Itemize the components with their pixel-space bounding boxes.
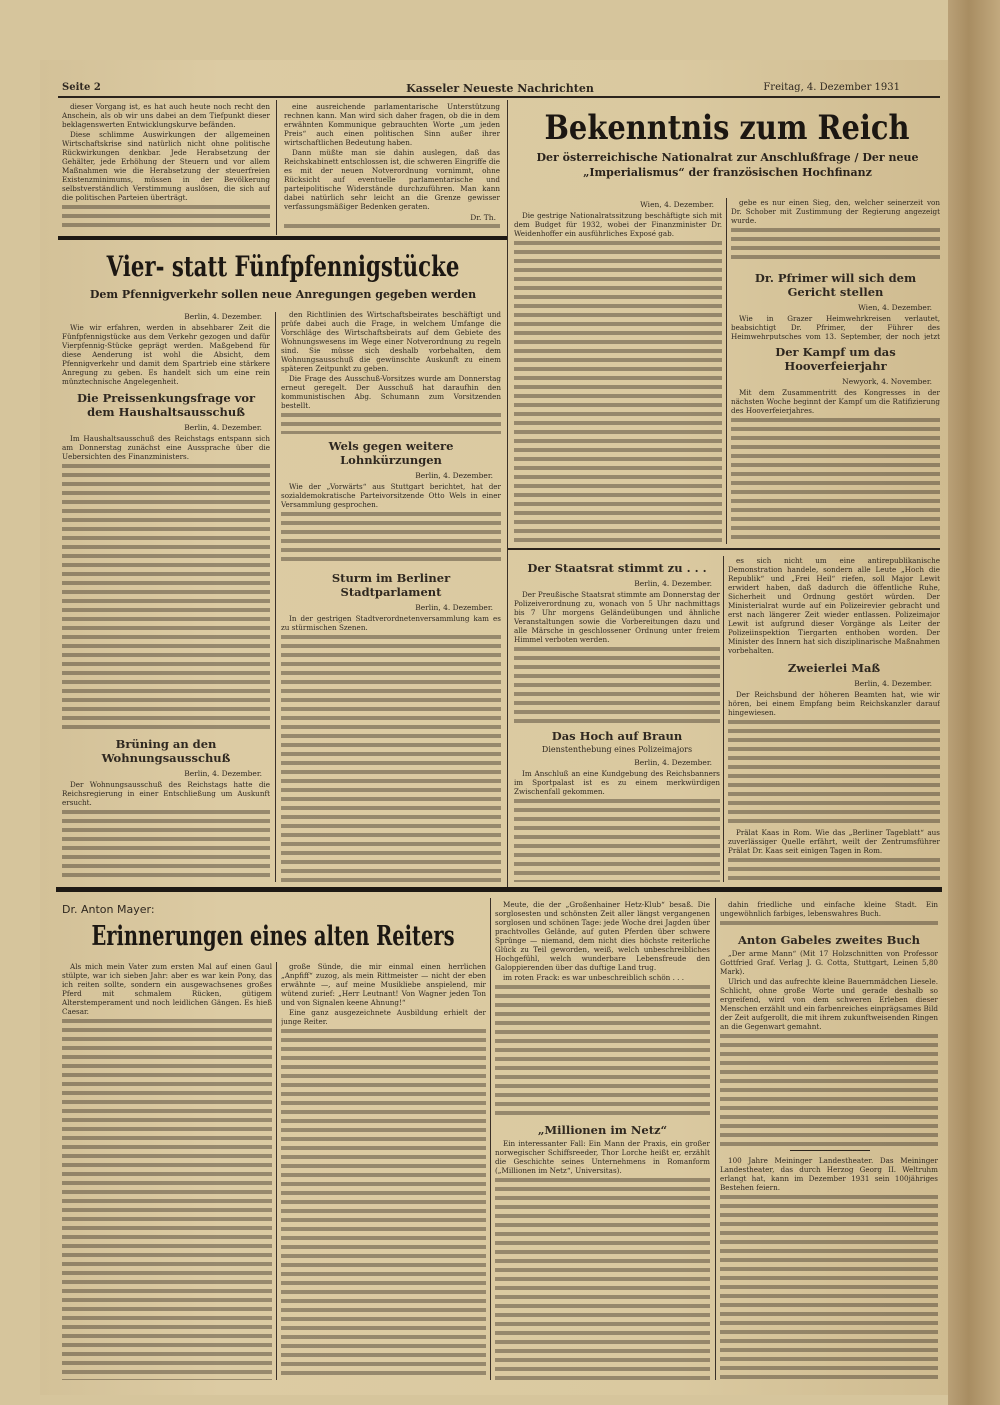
text-lines bbox=[62, 464, 270, 730]
article-hoch-auf-braun bbox=[514, 724, 720, 882]
paragraph: Wie wir erfahren, werden in absehbarer Zeit die Fünfpfennigstücke aus dem Verkehr gezogen und dafür Vierpfennig-Stücke geprägt werden. Maßgebend für diese Aenderung ist wohl die Absicht, dem Pfennigverkehr und damit dem Spartrieb eine stärkere Anregung zu geben. Es handelt sich um eine rein münztechnische Angelegenheit. bbox=[62, 323, 270, 386]
issue-date: Freitag, 4. Dezember 1931 bbox=[763, 82, 900, 93]
paragraph: dahin friedliche und einfache kleine Stadt. Ein ungewöhnlich farbiges, lebenswahres Buch. bbox=[720, 900, 938, 918]
page-edge bbox=[948, 0, 1000, 1405]
paragraph: Wie der „Vorwärts“ aus Stuttgart berichtet, hat der sozialdemokratische Parteivorsitzende Otto Wels in einer Versammlung gesprochen. bbox=[281, 482, 501, 509]
text-lines bbox=[62, 205, 270, 232]
dateline: Wien, 4. Dezember. bbox=[858, 303, 932, 312]
text-lines bbox=[62, 1019, 272, 1380]
dateline: Berlin, 4. Dezember. bbox=[854, 679, 932, 688]
paragraph: 100 Jahre Meininger Landestheater. Das Meininger Landestheater, das durch Herzog Georg II. Weltruhm erlangt hat, kann im Dezember 1931 sein 100jähriges Bestehen feiern. bbox=[720, 1156, 938, 1192]
text-lines bbox=[731, 228, 940, 264]
paragraph: den Richtlinien des Wirtschaftsbeirates beschäftigt und prüfe dabei auch die Frage, in welchem Umfange die Vorschläge des Wirtschaftsbeirats auf dem Gebiete des Wohnungswesens im Wege einer Notverordnung zu regeln sind. Sie müsse sich deshalb vorbehalten, dem Wohnungsausschuß die gewünschte Auskunft zu einem späteren Zeitpunkt zu geben. bbox=[281, 310, 501, 373]
article-vierpfennig-col2 bbox=[281, 310, 501, 434]
masthead-rule bbox=[58, 96, 940, 98]
column-rule bbox=[726, 198, 727, 544]
article-braun-continuation bbox=[728, 556, 940, 656]
paragraph: gebe es nur einen Sieg, den, welcher seinerzeit von Dr. Schober mit Zustimmung der Regierung angezeigt wurde. bbox=[731, 198, 940, 225]
subheading: Dr. Pfrimer will sich dem Gericht stellen bbox=[754, 271, 917, 299]
text-lines bbox=[284, 224, 500, 232]
article-millionen-im-netz bbox=[495, 1118, 710, 1380]
article-reiter-col1 bbox=[62, 962, 272, 1380]
paragraph: große Sünde, die mir einmal einen herrlichen „Anpfiff“ zuzog, als mein Rittmeister — nicht der eben erwähnte —, auf meine Musikliebe anspielend, mir wütend zurief: „Herr Leutnant! Von Wagner jeden Ton und von Signalen keene Ahnung!“ bbox=[281, 962, 486, 1007]
text-lines bbox=[720, 921, 938, 926]
subheading: Brüning an den Wohnungsausschuß bbox=[101, 737, 231, 765]
article-hooverfeierjahr bbox=[731, 340, 940, 544]
headline-reiter: Erinnerungen eines alten Reiters bbox=[91, 921, 455, 952]
paragraph: Ulrich und das aufrechte kleine Bauernmädchen Liesele. Schlicht, ohne große Worte und gerade deshalb so ergreifend, wird von dem schweren Erleben dieser Menschen erzählt und ein farbenreiches einprägsames Bild der Zeit aufgerollt, die mit ihrem zukunftweisenden Ringen an die Gegenwart gemahnt. bbox=[720, 977, 938, 1031]
subheading: Das Hoch auf Braun bbox=[551, 729, 683, 743]
article-reiter-col2 bbox=[281, 962, 486, 1380]
text-lines bbox=[731, 418, 940, 544]
page-number: Seite 2 bbox=[62, 82, 101, 93]
column-rule bbox=[507, 100, 508, 888]
paragraph: im roten Frack: es war unbeschreiblich schön . . . bbox=[503, 973, 684, 982]
paragraph: Als mich mein Vater zum ersten Mal auf einen Gaul stülpte, war ich sieben Jahr: aber es war kein Pony, das ich reiten sollte, sondern ein ausgewachsenes großes Pferd mit schmalem Rücken, gütigem Alterstemperament und noch leidlichen Gängen. Es hieß Caesar. bbox=[62, 962, 272, 1016]
paragraph: Der Wohnungsausschuß des Reichstags hatte die Reichsregierung in einer Entschließung um Auskunft ersucht. bbox=[62, 780, 270, 807]
text-lines bbox=[514, 799, 720, 882]
paragraph: Im Anschluß an eine Kundgebung des Reichsbanners im Sportpalast ist es zu einem merkwürdigen Zwischenfall gekommen. bbox=[514, 769, 720, 796]
text-lines bbox=[281, 1029, 486, 1380]
paragraph: Ein interessanter Fall: Ein Mann der Praxis, ein großer norwegischer Schiffsreeder, Thor Lorche heißt er, erzählt die Geschichte seines Unternehmens in Romanform („Millionen im Netz“, Universitas). bbox=[495, 1139, 710, 1175]
paragraph: Eine ganz ausgezeichnete Ausbildung erhielt der junge Reiter. bbox=[281, 1008, 486, 1026]
subheading: Der Staatsrat stimmt zu . . . bbox=[527, 561, 707, 575]
text-lines bbox=[281, 413, 501, 434]
text-lines bbox=[514, 647, 720, 724]
subheading: Anton Gabeles zweites Buch bbox=[737, 933, 921, 947]
column-rule bbox=[276, 100, 277, 235]
subheadline-bekenntnis: Der österreichische Nationalrat zur Anschlußfrage / Der neue „Imperialismus“ der französischen Hochfinanz bbox=[536, 151, 919, 179]
article-staatsrat bbox=[514, 556, 720, 724]
section-rule bbox=[58, 236, 508, 240]
paragraph: Prälat Kaas in Rom. Wie das „Berliner Tageblatt“ aus zuverlässiger Quelle erfährt, weilt der Zentrumsführer Prälat Dr. Kaas seit einigen Tagen in Rom. bbox=[728, 828, 940, 855]
article-praelat-kaas bbox=[728, 828, 940, 882]
dateline: Newyork, 4. November. bbox=[842, 377, 932, 386]
author-byline: Dr. Anton Mayer: bbox=[62, 903, 155, 916]
subtitle: Dienstenthebung eines Polizeimajors bbox=[541, 745, 693, 754]
dateline: Berlin, 4. Dezember. bbox=[184, 423, 262, 432]
subheading: Der Kampf um das Hooverfeierjahr bbox=[775, 345, 896, 373]
article-meininger-theater bbox=[720, 1156, 938, 1380]
article-stadtparlament bbox=[281, 566, 501, 882]
subheading: Zweierlei Maß bbox=[787, 661, 881, 675]
text-lines bbox=[728, 858, 940, 882]
column-rule bbox=[276, 962, 277, 1380]
dateline: Berlin, 4. Dezember. bbox=[184, 312, 262, 321]
section-rule bbox=[508, 548, 940, 550]
text-lines bbox=[514, 241, 722, 544]
paragraph: Die Frage des Ausschuß-Vorsitzes wurde am Donnerstag erneut geregelt. Der Ausschuß hat daraufhin den kommunistischen Abg. Schumann zum Vorsitzenden bestellt. bbox=[281, 374, 501, 410]
article-book-review bbox=[720, 900, 938, 926]
subheadline-vierpfennig: Dem Pfennigverkehr sollen neue Anregungen gegeben werden bbox=[89, 288, 477, 301]
paragraph: „Der arme Mann“ (Mit 17 Holzschnitten von Professor Gottfried Graf. Verlag J. G. Cotta, Stuttgart, Leinen 5,80 Mark). bbox=[720, 949, 938, 976]
subheading: Wels gegen weitere Lohnkürzungen bbox=[328, 439, 454, 467]
article-continuation-col1 bbox=[62, 102, 270, 232]
separator bbox=[790, 1150, 870, 1151]
article-reiter-col3 bbox=[495, 900, 710, 1116]
column-rule bbox=[490, 898, 491, 1380]
dateline: Berlin, 4. Dezember. bbox=[184, 769, 262, 778]
paragraph: Mit dem Zusammentritt des Kongresses in der nächsten Woche beginnt der Kampf um die Ratifizierung des Hooverfeierjahres. bbox=[731, 388, 940, 415]
article-zweierlei-mass bbox=[728, 656, 940, 826]
paragraph: Der Preußische Staatsrat stimmte am Donnerstag der Polizeiverordnung zu, wonach von 5 Uhr nachmittags bis 7 Uhr morgens Geländeübungen und ähnliche Veranstaltungen sowie die Vorbereitungen dazu und alle Märsche in geschlossener Ordnung unter freiem Himmel verboten werden. bbox=[514, 590, 720, 644]
subheading: Sturm im Berliner Stadtparlament bbox=[331, 571, 451, 599]
column-rule bbox=[723, 556, 724, 882]
newspaper-title: Kasseler Neueste Nachrichten bbox=[406, 82, 594, 95]
dateline: Berlin, 4. Dezember. bbox=[634, 579, 712, 588]
column-rule bbox=[715, 898, 716, 1380]
article-gabele-buch bbox=[720, 928, 938, 1146]
text-lines bbox=[720, 1034, 938, 1146]
paragraph: Meute, die der „Großenhainer Hetz-Klub“ besaß. Die sorglosesten und schönsten Zeit aller längst vergangenen sorglosen und schönen Tage: jede Woche drei Jagden über prachtvolles Gelände, auf guten Pferden über schwere Sprünge — niemand, dem nicht dies höchste reiterliche Glück zu Teil geworden, weiß, welch unbeschreibliches Hochgefühl, welch wunderbare Lebensfreude den Galoppierenden über das duftige Land trug. bbox=[495, 900, 710, 972]
text-lines bbox=[281, 512, 501, 564]
text-lines bbox=[495, 1178, 710, 1380]
paragraph: Diese schlimme Auswirkungen der allgemeinen Wirtschaftskrise sind natürlich nicht ohne politische Rückwirkungen denkbar. Jede Herabsetzung der Gehälter, jede Erhöhung der Steuern und vor allem Maßnahmen wie die Herabsetzung der steuerfreien Existenzminimums, müssen in der Bevölkerung selbstverständlich Verstimmung auslösen, die sich auf die politischen Parteien überträgt. bbox=[62, 130, 270, 202]
article-wels bbox=[281, 434, 501, 564]
article-bruening bbox=[62, 732, 270, 882]
subheading: „Millionen im Netz“ bbox=[537, 1123, 668, 1137]
text-lines bbox=[720, 1195, 938, 1380]
paragraph: es sich nicht um eine antirepublikanische Demonstration handele, sondern alle Leute „Hoch die Republik“ und „Frei Heil“ riefen, soll Major Lewit erwidert haben, daß dadurch die öffentliche Ruhe, Sicherheit und Ordnung gestört würden. Der Ministerialrat wurde auf ein Polizeirevier gebracht und erst nach längerer Zeit wieder entlassen. Polizeimajor Lewit ist aufgrund dieser Vorgänge als Leiter der Polizeiinspektion Tiergarten enthoben worden. Der Minister des Innern hat sich disziplinarische Maßnahmen vorbehalten. bbox=[728, 556, 940, 655]
text-lines bbox=[495, 985, 710, 1116]
article-pfrimer bbox=[731, 266, 940, 340]
article-continuation-col2 bbox=[284, 102, 500, 232]
text-lines bbox=[728, 720, 940, 826]
text-lines bbox=[281, 635, 501, 882]
paragraph: eine ausreichende parlamentarische Unterstützung rechnen kann. Man wird sich daher fragen, ob die in dem erwähnten Kommunique gebrauchten Worte „um jeden Preis“ auch einen politischen Sinn außer ihrer wirtschaftlichen Bedeutung haben. bbox=[284, 102, 500, 147]
paragraph: dieser Vorgang ist, es hat auch heute noch recht den Anschein, als ob wir uns dabei an dem Tiefpunkt dieser beklagenswerten Entwicklungskurve befänden. bbox=[62, 102, 270, 129]
paragraph: Dann müßte man sie dahin auslegen, daß das Reichskabinett entschlossen ist, die schweren Eingriffe die es mit der neuen Notverordnung vornimmt, ohne Rücksicht auf eventuelle parlamentarische und parteipolitische Widerstände durchzuführen. Man kann dabei natürlich sehr leicht an die Grenze gewisser verfassungsmäßiger Bedenken geraten. bbox=[284, 148, 500, 211]
paragraph: Die gestrige Nationalratssitzung beschäftigte sich mit dem Budget für 1932, wobei der Finanzminister Dr. Weidenhoffer ein ausführliches Exposé gab. bbox=[514, 211, 722, 238]
headline-vierpfennig: Vier- statt Fünfpfennigstücke bbox=[106, 250, 460, 283]
article-vierpfennig-col1 bbox=[62, 310, 270, 386]
dateline: Berlin, 4. Dezember. bbox=[415, 471, 493, 480]
subheading: Die Preissenkungsfrage vor dem Haushaltsausschuß bbox=[76, 391, 256, 419]
dateline: Berlin, 4. Dezember. bbox=[415, 603, 493, 612]
column-rule bbox=[275, 312, 276, 882]
article-bekenntnis-col1 bbox=[514, 198, 722, 544]
paragraph: Der Reichsbund der höheren Beamten hat, wie wir hören, bei einem Empfang beim Reichskanzler darauf hingewiesen. bbox=[728, 690, 940, 717]
headline-bekenntnis: Bekenntnis zum Reich bbox=[544, 108, 910, 148]
article-bekenntnis-col2 bbox=[731, 198, 940, 264]
signature: Dr. Th. bbox=[470, 213, 496, 222]
paragraph: Wie in Grazer Heimwehrkreisen verlautet, beabsichtigt Dr. Pfrimer, der Führer des Heimwehrputsches vom 13. September, der noch jetzt bbox=[731, 314, 940, 340]
dateline: Wien, 4. Dezember. bbox=[640, 200, 714, 209]
paragraph: Im Haushaltsausschuß des Reichstags entspann sich am Donnerstag zunächst eine Aussprache über die Uebersichten des Finanzministers. bbox=[62, 434, 270, 461]
dateline: Berlin, 4. Dezember. bbox=[634, 758, 712, 767]
text-lines bbox=[62, 810, 270, 882]
article-preissenkung bbox=[62, 386, 270, 730]
paragraph: In der gestrigen Stadtverordnetenversammlung kam es zu stürmischen Szenen. bbox=[281, 614, 501, 632]
section-rule bbox=[56, 887, 942, 892]
